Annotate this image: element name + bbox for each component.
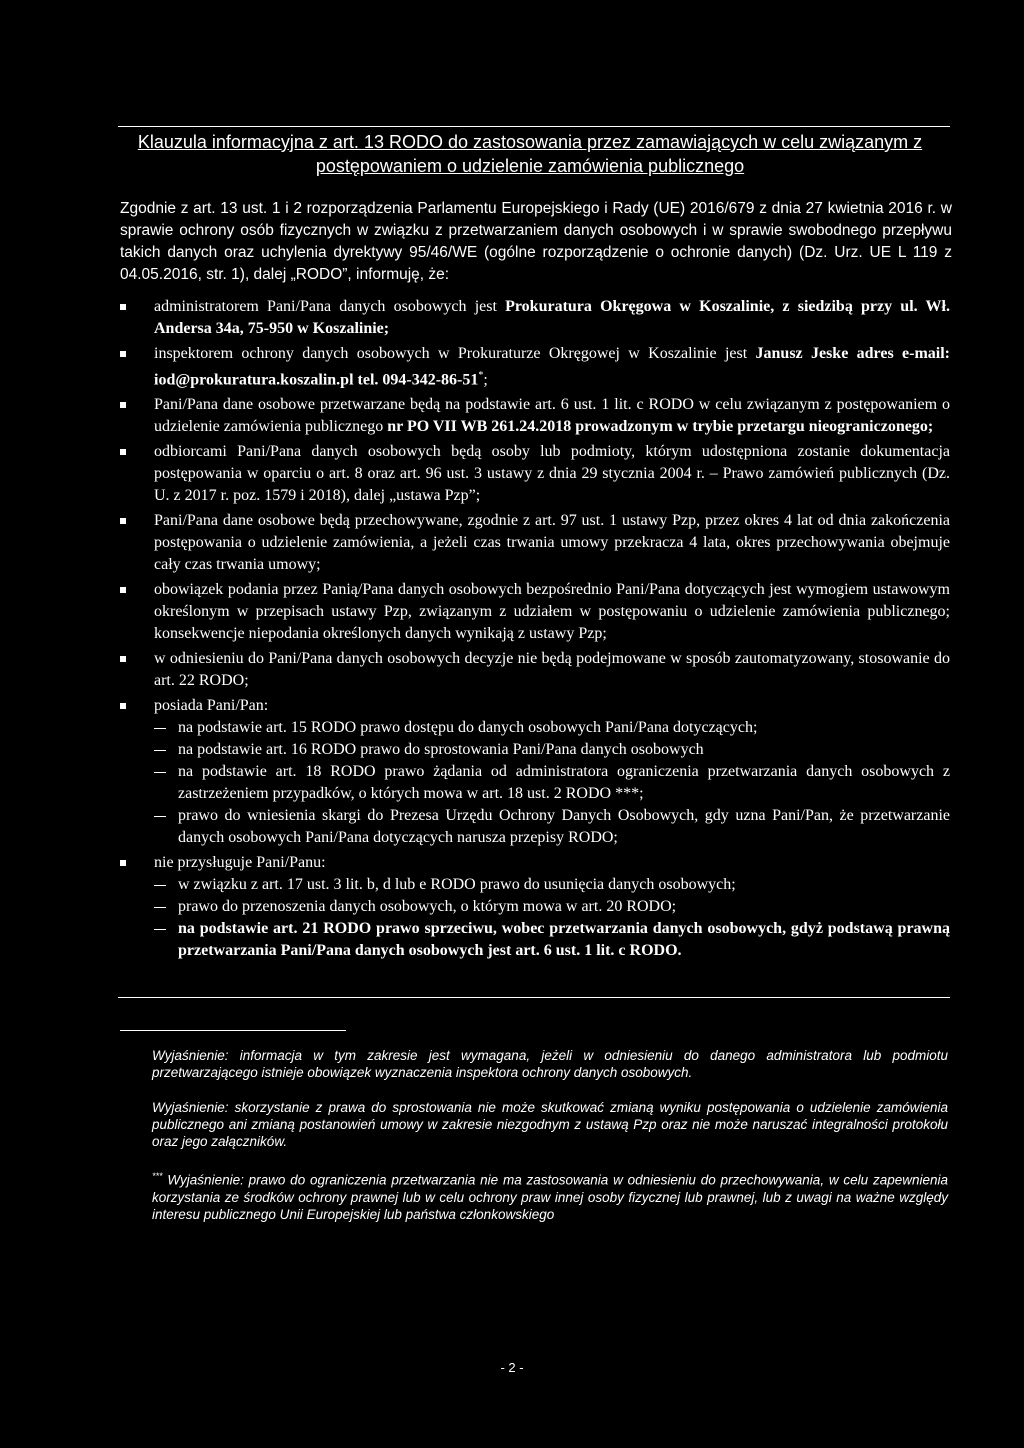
title-line-1: Klauzula informacyjna z art. 13 RODO do zastosowania przez zamawiających w celu związanym z xyxy=(137,132,923,152)
footnote-3: *** Wyjaśnienie: prawo do ograniczenia przetwarzania nie ma zastosowania w odniesieniu do przechowywania, w celu zapewnienia korzystania ze środków ochrony prawnej lub w celu ochrony praw innej osoby fizycznej lub prawnej, lub z uwagi na ważne względy interesu publicznego Unii Europejskiej lub państwa członkowskiego xyxy=(152,1171,948,1222)
right-item: na podstawie art. 18 RODO prawo żądania od administratora ograniczenia przetwarzania danych osobowych z zastrzeżeniem przypadków, o których mowa w art. 18 ust. 2 RODO ***; xyxy=(154,761,950,805)
no-rights-sublist xyxy=(154,874,950,962)
right-item: na podstawie art. 16 RODO prawo do sprostowania Pani/Pana danych osobowych xyxy=(154,739,950,761)
title-line-2: postępowaniem o udzielenie zamówienia publicznego xyxy=(315,156,745,176)
list-item-automated: w odniesieniu do Pani/Pana danych osobowych decyzje nie będą podejmowane w sposób zautomatyzowany, stosowanie do art. 22 RODO; xyxy=(120,648,950,692)
top-rule xyxy=(118,126,950,127)
list-item-administrator: administratorem Pani/Pana danych osobowych jest Prokuratura Okręgowa w Koszalinie, z siedzibą przy ul. Wł. Andersa 34a, 75-950 w Koszalinie; xyxy=(120,296,950,340)
list-item-storage: Pani/Pana dane osobowe będą przechowywane, zgodnie z art. 97 ust. 1 ustawy Pzp, przez okres 4 lat od dnia zakończenia postępowania o udzielenie zamówienia, a jeżeli czas trwania umowy przekracza 4 lata, okres przechowywania obejmuje cały czas trwania umowy; xyxy=(120,510,950,576)
list-item-no-rights xyxy=(120,852,950,962)
rights-sublist xyxy=(154,717,950,849)
no-right-item-objection: na podstawie art. 21 RODO prawo sprzeciwu, wobec przetwarzania danych osobowych, gdyż podstawą prawną przetwarzania Pani/Pana danych osobowych jest art. 6 ust. 1 lit. c RODO. xyxy=(154,918,950,962)
footnote-separator xyxy=(120,1030,346,1031)
right-item: na podstawie art. 15 RODO prawo dostępu do danych osobowych Pani/Pana dotyczących; xyxy=(154,717,950,739)
footnote-2: Wyjaśnienie: skorzystanie z prawa do sprostowania nie może skutkować zmianą wyniku postępowania o udzielenie zamówienia publicznego ani zmianą postanowień umowy w zakresie niezgodnym z ustawą Pzp oraz nie może naruszać integralności protokołu oraz jego załączników. xyxy=(152,1100,948,1149)
rights-heading: posiada Pani/Pan: xyxy=(154,697,269,715)
list-item-recipients: odbiorcami Pani/Pana danych osobowych będą osoby lub podmioty, którym udostępniona zostanie dokumentacja postępowania w oparciu o art. 8 oraz art. 96 ust. 3 ustawy z dnia 29 stycznia 2004 r. – Prawo zamówień publicznych (Dz. U. z 2017 r. poz. 1579 i 2018), dalej „ustawa Pzp”; xyxy=(120,441,950,507)
bottom-rule xyxy=(118,997,950,998)
list-item-inspector: inspektorem ochrony danych osobowych w Prokuraturze Okręgowej w Koszalinie jest Janusz Jeske adres e-mail: iod@prokuratura.koszalin.pl tel. 094-342-86-51*; xyxy=(120,343,950,391)
list-item-obligation: obowiązek podania przez Panią/Pana danych osobowych bezpośrednio Pani/Pana dotyczących jest wymogiem ustawowym określonym w przepisach ustawy Pzp, związanym z udziałem w postępowaniu o udzielenie zamówienia publicznego; konsekwencje niepodania określonych danych wynikają z ustawy Pzp; xyxy=(120,579,950,645)
list-item-rights xyxy=(120,695,950,849)
footnote-1: Wyjaśnienie: informacja w tym zakresie jest wymagana, jeżeli w odniesieniu do danego administratora lub podmiotu przetwarzającego istnieje obowiązek wyznaczenia inspektora ochrony danych osobowych. xyxy=(152,1048,948,1080)
information-list xyxy=(120,296,950,965)
document-title xyxy=(100,130,960,178)
page-number: - 2 - xyxy=(500,1360,524,1375)
right-item: prawo do wniesienia skargi do Prezesa Urzędu Ochrony Danych Osobowych, gdy uzna Pani/Pan, że przetwarzanie danych osobowych Pani/Pana dotyczących narusza przepisy RODO; xyxy=(154,805,950,849)
no-rights-heading: nie przysługuje Pani/Panu: xyxy=(154,854,326,872)
no-right-item: w związku z art. 17 ust. 3 lit. b, d lub e RODO prawo do usunięcia danych osobowych; xyxy=(154,874,950,896)
footnotes xyxy=(152,1047,948,1241)
intro-paragraph: Zgodnie z art. 13 ust. 1 i 2 rozporządzenia Parlamentu Europejskiego i Rady (UE) 2016/679 z dnia 27 kwietnia 2016 r. w sprawie ochrony osób fizycznych w związku z przetwarzaniem danych osobowych i w sprawie swobodnego przepływu takich danych oraz uchylenia dyrektywy 95/46/WE (ogólne rozporządzenie o ochronie danych) (Dz. Urz. UE L 119 z 04.05.2016, str. 1), dalej „RODO”, informuję, że: xyxy=(120,200,952,283)
footnote-mark: * xyxy=(478,370,484,381)
list-item-purpose: Pani/Pana dane osobowe przetwarzane będą na podstawie art. 6 ust. 1 lit. c RODO w celu związanym z postępowaniem o udzielenie zamówienia publicznego nr PO VII WB 261.24.2018 prowadzonym w trybie przetargu nieograniczonego; xyxy=(120,394,950,438)
no-right-item: prawo do przenoszenia danych osobowych, o którym mowa w art. 20 RODO; xyxy=(154,896,950,918)
